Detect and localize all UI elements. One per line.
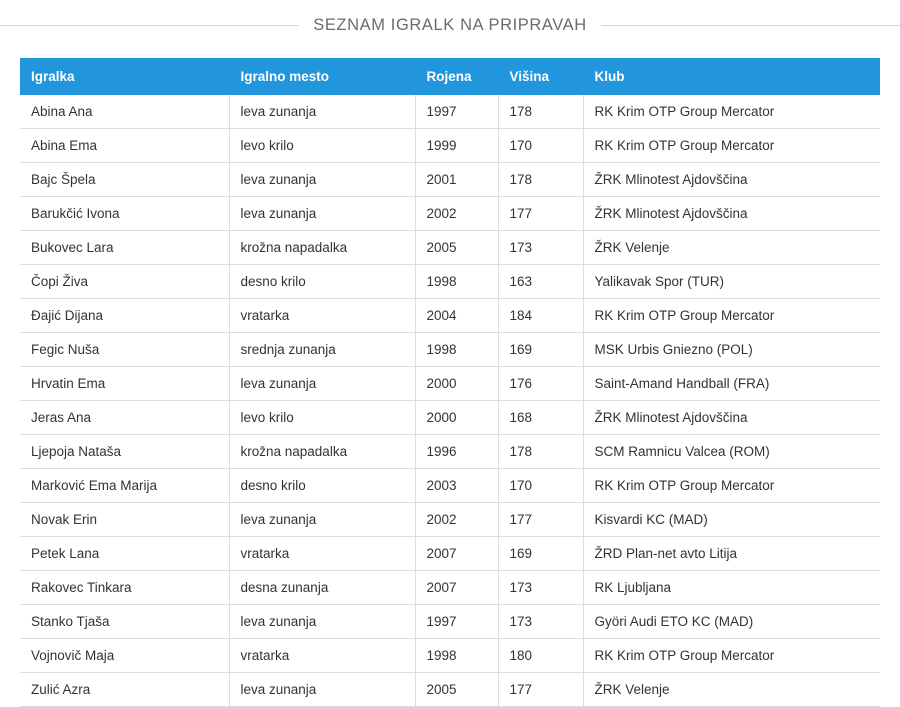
cell-position: leva zunanja <box>229 503 415 537</box>
roster-page <box>0 12 900 699</box>
cell-height: 178 <box>498 95 583 129</box>
page-title-bar <box>0 12 900 38</box>
table-row <box>20 605 880 639</box>
column-header-position: Igralno mesto <box>229 58 415 95</box>
cell-player: Čopi Živa <box>20 265 229 299</box>
cell-born: 1996 <box>415 435 498 469</box>
cell-born: 2007 <box>415 537 498 571</box>
table-row <box>20 367 880 401</box>
cell-height: 163 <box>498 265 583 299</box>
cell-club: Saint-Amand Handball (FRA) <box>583 367 880 401</box>
cell-player: Abina Ana <box>20 95 229 129</box>
cell-height: 169 <box>498 537 583 571</box>
cell-position: levo krilo <box>229 401 415 435</box>
title-rule-right <box>601 25 900 26</box>
table-row <box>20 95 880 129</box>
table-header-row <box>20 58 880 95</box>
table-row <box>20 197 880 231</box>
cell-player: Stanko Tjaša <box>20 605 229 639</box>
cell-club: RK Krim OTP Group Mercator <box>583 129 880 163</box>
table-row <box>20 231 880 265</box>
table-body <box>20 95 880 707</box>
table-row <box>20 537 880 571</box>
cell-position: leva zunanja <box>229 673 415 707</box>
cell-born: 2005 <box>415 673 498 707</box>
cell-born: 2007 <box>415 571 498 605</box>
table-row <box>20 163 880 197</box>
cell-height: 177 <box>498 503 583 537</box>
cell-club: RK Krim OTP Group Mercator <box>583 469 880 503</box>
cell-born: 1999 <box>415 129 498 163</box>
cell-club: ŽRK Mlinotest Ajdovščina <box>583 401 880 435</box>
cell-position: vratarka <box>229 537 415 571</box>
cell-born: 1998 <box>415 333 498 367</box>
table-row <box>20 469 880 503</box>
cell-position: desna zunanja <box>229 571 415 605</box>
cell-player: Hrvatin Ema <box>20 367 229 401</box>
cell-born: 1998 <box>415 265 498 299</box>
cell-club: RK Ljubljana <box>583 571 880 605</box>
column-header-born: Rojena <box>415 58 498 95</box>
cell-player: Đajić Dijana <box>20 299 229 333</box>
cell-position: srednja zunanja <box>229 333 415 367</box>
table-row <box>20 401 880 435</box>
cell-position: leva zunanja <box>229 95 415 129</box>
cell-position: krožna napadalka <box>229 435 415 469</box>
cell-height: 176 <box>498 367 583 401</box>
cell-born: 1998 <box>415 639 498 673</box>
cell-position: desno krilo <box>229 265 415 299</box>
cell-born: 1997 <box>415 95 498 129</box>
cell-club: RK Krim OTP Group Mercator <box>583 95 880 129</box>
table-row <box>20 503 880 537</box>
cell-position: leva zunanja <box>229 163 415 197</box>
cell-height: 184 <box>498 299 583 333</box>
cell-height: 180 <box>498 639 583 673</box>
cell-born: 2005 <box>415 231 498 265</box>
cell-position: vratarka <box>229 299 415 333</box>
cell-height: 170 <box>498 469 583 503</box>
column-header-player: Igralka <box>20 58 229 95</box>
cell-position: levo krilo <box>229 129 415 163</box>
table-row <box>20 299 880 333</box>
cell-club: Kisvardi KC (MAD) <box>583 503 880 537</box>
cell-height: 170 <box>498 129 583 163</box>
cell-born: 2000 <box>415 401 498 435</box>
title-rule-left <box>0 25 299 26</box>
cell-height: 173 <box>498 231 583 265</box>
table-row <box>20 129 880 163</box>
roster-table <box>20 58 880 707</box>
cell-height: 169 <box>498 333 583 367</box>
cell-player: Bajc Špela <box>20 163 229 197</box>
cell-player: Petek Lana <box>20 537 229 571</box>
cell-height: 178 <box>498 163 583 197</box>
cell-player: Rakovec Tinkara <box>20 571 229 605</box>
cell-player: Bukovec Lara <box>20 231 229 265</box>
cell-player: Fegic Nuša <box>20 333 229 367</box>
cell-player: Vojnovič Maja <box>20 639 229 673</box>
cell-club: ŽRK Velenje <box>583 231 880 265</box>
cell-club: RK Krim OTP Group Mercator <box>583 639 880 673</box>
cell-club: Yalikavak Spor (TUR) <box>583 265 880 299</box>
roster-table-container <box>20 58 880 707</box>
cell-club: MSK Urbis Gniezno (POL) <box>583 333 880 367</box>
cell-player: Zulić Azra <box>20 673 229 707</box>
cell-club: ŽRK Mlinotest Ajdovščina <box>583 163 880 197</box>
column-header-height: Višina <box>498 58 583 95</box>
cell-height: 173 <box>498 605 583 639</box>
cell-height: 168 <box>498 401 583 435</box>
cell-born: 1997 <box>415 605 498 639</box>
table-row <box>20 333 880 367</box>
cell-player: Ljepoja Nataša <box>20 435 229 469</box>
cell-position: desno krilo <box>229 469 415 503</box>
cell-born: 2002 <box>415 197 498 231</box>
table-row <box>20 639 880 673</box>
cell-club: ŽRD Plan-net avto Litija <box>583 537 880 571</box>
cell-club: Györi Audi ETO KC (MAD) <box>583 605 880 639</box>
cell-position: leva zunanja <box>229 367 415 401</box>
cell-player: Barukčić Ivona <box>20 197 229 231</box>
table-header <box>20 58 880 95</box>
cell-player: Abina Ema <box>20 129 229 163</box>
table-row <box>20 571 880 605</box>
cell-player: Novak Erin <box>20 503 229 537</box>
cell-born: 2002 <box>415 503 498 537</box>
table-row <box>20 435 880 469</box>
cell-position: vratarka <box>229 639 415 673</box>
cell-position: leva zunanja <box>229 197 415 231</box>
cell-player: Jeras Ana <box>20 401 229 435</box>
cell-height: 178 <box>498 435 583 469</box>
cell-born: 2000 <box>415 367 498 401</box>
cell-born: 2003 <box>415 469 498 503</box>
table-row <box>20 265 880 299</box>
cell-club: SCM Ramnicu Valcea (ROM) <box>583 435 880 469</box>
cell-position: krožna napadalka <box>229 231 415 265</box>
column-header-club: Klub <box>583 58 880 95</box>
table-row <box>20 673 880 707</box>
cell-player: Marković Ema Marija <box>20 469 229 503</box>
cell-club: RK Krim OTP Group Mercator <box>583 299 880 333</box>
cell-position: leva zunanja <box>229 605 415 639</box>
cell-club: ŽRK Velenje <box>583 673 880 707</box>
cell-born: 2001 <box>415 163 498 197</box>
cell-height: 177 <box>498 673 583 707</box>
cell-height: 177 <box>498 197 583 231</box>
cell-height: 173 <box>498 571 583 605</box>
page-title: SEZNAM IGRALK NA PRIPRAVAH <box>313 15 587 34</box>
cell-club: ŽRK Mlinotest Ajdovščina <box>583 197 880 231</box>
cell-born: 2004 <box>415 299 498 333</box>
